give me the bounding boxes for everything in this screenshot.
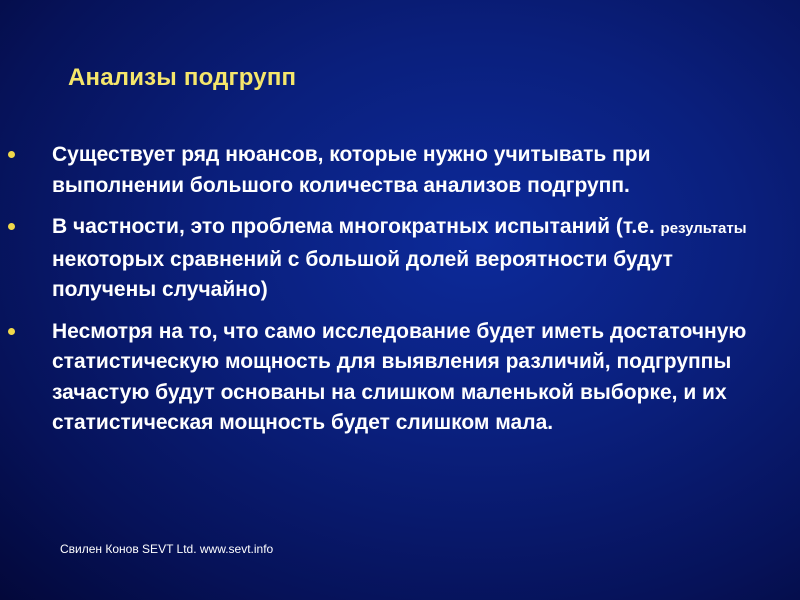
slide-title: Анализы подгрупп — [68, 64, 297, 91]
bullet-item-2 — [0, 212, 800, 306]
bullet-list — [0, 140, 800, 450]
bullet-text-3: Несмотря на то, что само исследование будет иметь достаточную статистическую мощность для выявления различий, подгруппы зачастую будут основаны на слишком маленькой выборке, и их статистическая мощность будет слишком мала. — [52, 319, 747, 434]
bullet-dot-icon — [8, 151, 15, 158]
bullet-dot-icon — [8, 223, 15, 230]
bullet-text-2-part-2: некоторых сравнений с большой долей вероятности будут получены случайно) — [52, 247, 673, 301]
slide-footer: Свилен Конов SEVT Ltd. www.sevt.info — [60, 542, 274, 556]
bullet-text-2-small-word: результаты — [660, 220, 747, 237]
bullet-item-3 — [0, 317, 800, 439]
bullet-item-1 — [0, 140, 800, 201]
bullet-text-2-part-1: В частности, это проблема многократных испытаний (т.е. — [52, 215, 661, 238]
bullet-text-2 — [52, 212, 774, 306]
bullet-text-1: Существует ряд нюансов, которые нужно учитывать при выполнении большого количества анализов подгрупп. — [52, 143, 651, 197]
bullet-dot-icon — [8, 328, 15, 335]
